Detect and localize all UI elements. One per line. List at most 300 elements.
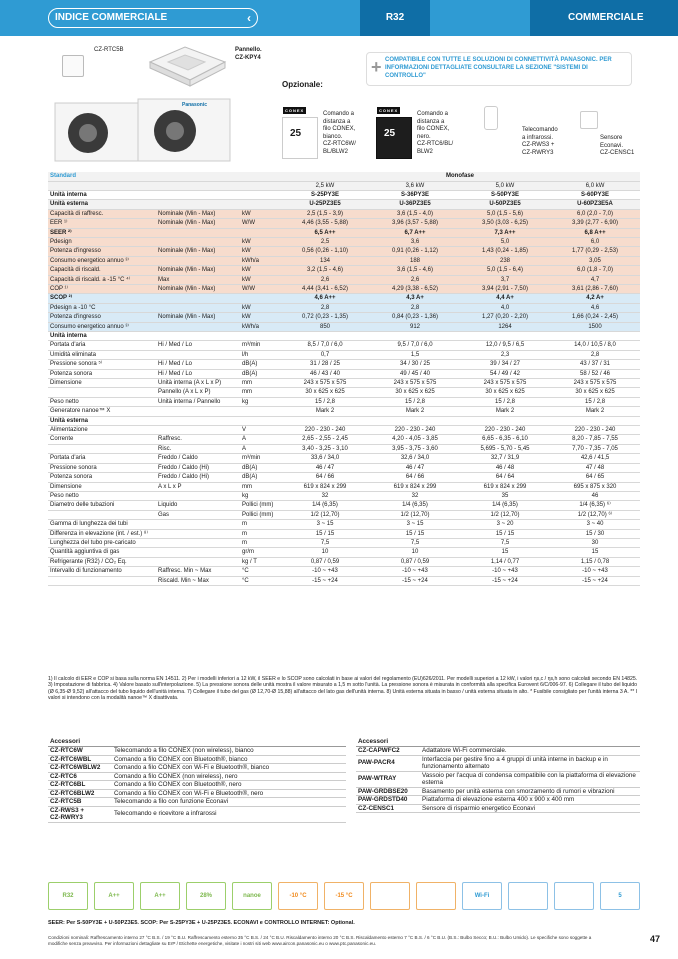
cell-value: 31 / 28 / 25	[280, 360, 370, 369]
cell-value: 1,66 (0,24 - 2,45)	[550, 313, 640, 322]
feature-badge: R32	[48, 882, 88, 910]
table-row	[48, 247, 640, 256]
cell-unit	[240, 190, 280, 199]
table-row	[48, 501, 640, 510]
cell-value: 46 / 47	[280, 463, 370, 472]
cell-label: Potenza d'ingresso	[48, 313, 156, 322]
cell-value: -10 ~ +43	[460, 567, 550, 576]
option-conex-white: Comando a distanza a filo CONEX, bianco. CZ-RTC6W/ BL/BLW2	[323, 111, 356, 155]
cell-sub: Hi / Med / Lo	[156, 369, 240, 378]
cell-unit: m	[240, 520, 280, 529]
accessory-desc: Telecomando a filo CONEX (non wireless), bianco	[112, 747, 346, 756]
cell-unit: kW	[240, 209, 280, 218]
cell-value: 32,7 / 31,9	[460, 454, 550, 463]
cell-value: 54 / 49 / 42	[460, 369, 550, 378]
accessory-desc: Interfaccia per gestire fino a 4 gruppi di unità interne in backup e in funzionamento alternato	[420, 755, 640, 771]
cell-unit: dB(A)	[240, 360, 280, 369]
table-row	[48, 567, 640, 576]
cell-sub: Max	[156, 275, 240, 284]
cell-sub	[156, 181, 240, 190]
cell-value: 30 x 625 x 625	[370, 388, 460, 397]
cell-sub: Nominale (Min - Max)	[156, 266, 240, 275]
cell-value: 2,5	[280, 237, 370, 246]
cell-value: 4,0	[460, 303, 550, 312]
cell-value: 912	[370, 322, 460, 331]
cell-label: Unità esterna	[48, 200, 156, 209]
cell-value: 1/2 (12,70) ⁶⁾	[550, 510, 640, 519]
cell-unit: kW	[240, 303, 280, 312]
table-row	[48, 256, 640, 265]
cell-value: 3,96 (3,57 - 5,88)	[370, 219, 460, 228]
table-row	[48, 350, 640, 359]
cell-unit: kW	[240, 266, 280, 275]
cell-value: 220 - 230 - 240	[370, 426, 460, 435]
table-row	[48, 332, 640, 341]
outdoor-unit-image	[50, 95, 235, 165]
cell-unit: dB(A)	[240, 463, 280, 472]
cell-unit: Pollici (mm)	[240, 510, 280, 519]
cell-value: 0,87 / 0,59	[370, 557, 460, 566]
cell-sub	[156, 426, 240, 435]
cell-unit: Pollici (mm)	[240, 501, 280, 510]
accessory-desc: Comando a filo CONEX con Bluetooth®, nero	[112, 781, 346, 790]
cell-value: 243 x 575 x 575	[280, 379, 370, 388]
table-row	[48, 520, 640, 529]
cell-value: 15 / 2,8	[370, 397, 460, 406]
cell-label: Pdesign	[48, 237, 156, 246]
cell-label: Capacità di riscald. a -15 °C ⁴⁾	[48, 275, 156, 284]
accessory-row	[356, 796, 640, 805]
accessory-desc: Basamento per unità esterna con smorzamento di rumori e vibrazioni	[420, 787, 640, 796]
cell-value: 2,3	[460, 350, 550, 359]
cell-sub	[156, 557, 240, 566]
cell-value: 4,46 (3,55 - 5,88)	[280, 219, 370, 228]
top-header	[0, 0, 678, 36]
cell-value: 3,50 (3,03 - 6,25)	[460, 219, 550, 228]
feature-badge: 28%	[186, 882, 226, 910]
cell-value: 4,44 (3,41 - 6,52)	[280, 284, 370, 293]
header-commerciale: COMMERCIALE	[530, 0, 678, 36]
cell-sub: Riscald. Min ~ Max	[156, 576, 240, 585]
table-row	[48, 548, 640, 557]
table-row	[48, 407, 640, 416]
cell-label: Gamma di lunghezza dei tubi	[48, 520, 156, 529]
cell-label: Unità esterna	[48, 416, 156, 425]
table-row	[48, 491, 640, 500]
accessory-code: CZ-CAPWFC2	[356, 747, 420, 756]
cell-sub: Risc.	[156, 444, 240, 453]
cell-sub: Unità interna (A x L x P)	[156, 379, 240, 388]
accessory-row	[48, 764, 346, 773]
cell-value: 42,6 / 41,5	[550, 454, 640, 463]
cell-label: Consumo energetico annuo ³⁾	[48, 322, 156, 331]
accessory-row	[356, 771, 640, 787]
accessory-row	[48, 755, 346, 764]
cell-value: 6,0 (2,0 - 7,0)	[550, 209, 640, 218]
cell-value: 4,6 A++	[280, 294, 370, 303]
cell-value: 1/4 (6,35)	[370, 501, 460, 510]
cell-label: Corrente	[48, 435, 156, 444]
conex-black-image	[376, 117, 412, 159]
cell-value: Mark 2	[460, 407, 550, 416]
cell-sub	[156, 228, 240, 237]
cell-value: 33,6 / 34,0	[280, 454, 370, 463]
accessory-row	[48, 747, 346, 756]
cell-sub: Nominale (Min - Max)	[156, 209, 240, 218]
accessory-code: CZ-RTC6WBL	[48, 755, 112, 764]
cell-value: 619 x 824 x 299	[370, 482, 460, 491]
cell-value: 34 / 30 / 25	[370, 360, 460, 369]
cell-value: 2,6	[280, 275, 370, 284]
cell-label: Differenza in elevazione (int. / est.) ⁸⁾	[48, 529, 156, 538]
cell-value	[370, 332, 460, 341]
table-row	[48, 209, 640, 218]
cell-unit	[240, 181, 280, 190]
cell-value: 1264	[460, 322, 550, 331]
table-row	[48, 473, 640, 482]
cell-value: 0,87 / 0,59	[280, 557, 370, 566]
table-row	[48, 237, 640, 246]
cell-label: Refrigerante (R32) / CO₂ Eq.	[48, 557, 156, 566]
cell-label	[48, 388, 156, 397]
cell-value: 8,5 / 7,0 / 6,0	[280, 341, 370, 350]
cell-value: S-25PY3E	[280, 190, 370, 199]
cell-label: Potenza sonora	[48, 369, 156, 378]
header-r32: R32	[360, 0, 430, 36]
cell-sub	[156, 294, 240, 303]
accessory-desc: Vassoio per l'acqua di condensa compatibile con la piattaforma di elevazione esterna	[420, 771, 640, 787]
cell-value: U-60PZ3E5A	[550, 200, 640, 209]
cell-value: 1,77 (0,29 - 2,53)	[550, 247, 640, 256]
cell-value: 1500	[550, 322, 640, 331]
cell-value: 3,95 - 3,75 - 3,60	[370, 444, 460, 453]
cell-value: 9,5 / 7,0 / 6,0	[370, 341, 460, 350]
conex-logo: CONEX	[285, 108, 305, 113]
accessory-row	[356, 747, 640, 756]
cell-value: 15 / 15	[460, 529, 550, 538]
accessory-code: PAW-PACR4	[356, 755, 420, 771]
cell-label: Umidità eliminata	[48, 350, 156, 359]
cell-value: 4,3 A+	[370, 294, 460, 303]
cell-value: 695 x 875 x 320	[550, 482, 640, 491]
cell-unit: kW	[240, 237, 280, 246]
cell-value: 2,65 - 2,55 - 2,45	[280, 435, 370, 444]
cell-label: Unità interna	[48, 190, 156, 199]
cell-label: Alimentazione	[48, 426, 156, 435]
cell-value: 220 - 230 - 240	[280, 426, 370, 435]
cell-value: 1,27 (0,20 - 2,20)	[460, 313, 550, 322]
cell-value: 1/4 (6,35)	[280, 501, 370, 510]
cell-value: 12,0 / 9,5 / 6,5	[460, 341, 550, 350]
cell-value: 3,2 (1,5 - 4,6)	[280, 266, 370, 275]
cell-value: 2,5 (1,5 - 3,9)	[280, 209, 370, 218]
cell-unit: l/h	[240, 350, 280, 359]
cell-sub	[156, 548, 240, 557]
accessory-desc: Sensore di risparmio energetico Econavi	[420, 804, 640, 813]
cell-sub: Nominale (Min - Max)	[156, 284, 240, 293]
cell-value: 30 x 625 x 625	[460, 388, 550, 397]
table-row	[48, 426, 640, 435]
cell-unit: dB(A)	[240, 369, 280, 378]
cell-value: 6,0 kW	[550, 181, 640, 190]
cell-value: 3,7	[460, 275, 550, 284]
cell-value: 15 / 2,8	[550, 397, 640, 406]
cell-value: 6,0 (1,8 - 7,0)	[550, 266, 640, 275]
cell-value: 43 / 37 / 31	[550, 360, 640, 369]
cell-unit	[240, 228, 280, 237]
table-row	[48, 303, 640, 312]
cell-sub	[156, 538, 240, 547]
cell-sub	[156, 416, 240, 425]
cell-value: 7,5	[370, 538, 460, 547]
feature-badge: A++	[94, 882, 134, 910]
cell-label	[48, 576, 156, 585]
cell-label: Pdesign a -10 °C	[48, 303, 156, 312]
accessory-code: CZ-RTC5B	[48, 798, 112, 807]
conex-white-display: 25	[290, 128, 302, 139]
cell-label: SEER ²⁾	[48, 228, 156, 237]
accessory-desc: Telecomando a filo con funzione Econavi	[112, 798, 346, 807]
cell-value: 1,5	[370, 350, 460, 359]
feature-badge	[370, 882, 410, 910]
cell-label: EER ¹⁾	[48, 219, 156, 228]
cell-label	[48, 444, 156, 453]
cell-sub	[156, 350, 240, 359]
cell-sub	[156, 332, 240, 341]
cell-value: 3 ~ 40	[550, 520, 640, 529]
cell-value: 64 / 66	[280, 473, 370, 482]
table-row	[48, 284, 640, 293]
cell-unit: m³/min	[240, 341, 280, 350]
table-row	[48, 369, 640, 378]
cell-sub: Freddo / Caldo (Hi)	[156, 463, 240, 472]
cell-value: 15 / 30	[550, 529, 640, 538]
table-row	[48, 219, 640, 228]
cell-value: -15 ~ +24	[280, 576, 370, 585]
cell-sub: Hi / Med / Lo	[156, 360, 240, 369]
cell-value: 3,6 (1,5 - 4,6)	[370, 266, 460, 275]
cell-value: 5,695 - 5,70 - 5,45	[460, 444, 550, 453]
cell-value: 850	[280, 322, 370, 331]
cell-value: 243 x 575 x 575	[460, 379, 550, 388]
cell-unit: kWh/a	[240, 322, 280, 331]
accessory-code: CZ-CENSC1	[356, 804, 420, 813]
cell-unit: W/W	[240, 284, 280, 293]
cell-label	[48, 510, 156, 519]
accessories-left-table	[48, 737, 346, 823]
cell-value: 2,8	[280, 303, 370, 312]
cell-value: 15 / 2,8	[460, 397, 550, 406]
remote-label: CZ-RTC5B	[94, 47, 124, 53]
cell-label: Diametro delle tubazioni	[48, 501, 156, 510]
option-ir-remote: Telecomando a infrarossi. CZ-RWS3 + CZ-RWRY3	[522, 127, 558, 156]
table-header-row	[48, 172, 640, 181]
cell-value: S-60PY3E	[550, 190, 640, 199]
cell-value: 46 / 43 / 40	[280, 369, 370, 378]
standard-label: Standard	[48, 172, 280, 181]
cell-value: 6,5 A++	[280, 228, 370, 237]
monofase-label: Monofase	[280, 172, 640, 181]
accessory-code: CZ-RTC6WBLW2	[48, 764, 112, 773]
cell-unit: kW	[240, 247, 280, 256]
cell-value: 220 - 230 - 240	[550, 426, 640, 435]
cell-sub: Raffresc.	[156, 435, 240, 444]
cell-value: 8,20 - 7,85 - 7,55	[550, 435, 640, 444]
accessory-desc: Comando a filo CONEX con Wi-Fi e Bluetooth®, nero	[112, 789, 346, 798]
table-row	[48, 266, 640, 275]
table-row	[48, 510, 640, 519]
cell-label: Consumo energetico annuo ³⁾	[48, 256, 156, 265]
cell-label: Peso netto	[48, 397, 156, 406]
index-link[interactable]	[48, 8, 258, 28]
cell-value: 39 / 34 / 27	[460, 360, 550, 369]
cell-sub	[156, 407, 240, 416]
table-row	[48, 557, 640, 566]
cell-value: 2,8	[370, 303, 460, 312]
cell-value: -10 ~ +43	[550, 567, 640, 576]
cell-sub: Gas	[156, 510, 240, 519]
cell-sub	[156, 520, 240, 529]
cell-value: 134	[280, 256, 370, 265]
cell-value: 3 ~ 20	[460, 520, 550, 529]
cell-value: 15 / 2,8	[280, 397, 370, 406]
cell-value: 7,5	[280, 538, 370, 547]
cell-value: 0,84 (0,23 - 1,36)	[370, 313, 460, 322]
feature-badge	[554, 882, 594, 910]
specifications-table	[48, 172, 640, 586]
cell-value: 49 / 45 / 40	[370, 369, 460, 378]
cell-value: 3 ~ 15	[370, 520, 460, 529]
table-row	[48, 275, 640, 284]
cell-label: Unità interna	[48, 332, 156, 341]
feature-badge: nanoe	[232, 882, 272, 910]
cell-label: Lunghezza del tubo pre-caricato	[48, 538, 156, 547]
cell-unit: °C	[240, 567, 280, 576]
accessories-right-title: Accessori	[356, 737, 640, 747]
feature-badge	[508, 882, 548, 910]
cell-value	[280, 332, 370, 341]
cell-label: Capacità di riscald.	[48, 266, 156, 275]
optional-label: Opzionale:	[282, 80, 323, 89]
cell-value: 4,6	[550, 303, 640, 312]
cell-value	[460, 416, 550, 425]
cell-value: 10	[280, 548, 370, 557]
cell-value: 1/4 (6,35)	[460, 501, 550, 510]
cell-value: 64 / 65	[550, 473, 640, 482]
table-row	[48, 416, 640, 425]
cell-value: 6,7 A++	[370, 228, 460, 237]
cell-label: Portata d'aria	[48, 454, 156, 463]
cell-value: 3,94 (2,91 - 7,50)	[460, 284, 550, 293]
cell-value: 0,7	[280, 350, 370, 359]
table-row	[48, 435, 640, 444]
cell-sub	[156, 256, 240, 265]
cell-value: Mark 2	[550, 407, 640, 416]
cassette-image	[140, 42, 230, 92]
option-conex-black: Comando a distanza a filo CONEX, nero. CZ-RTC6/BL/ BLW2	[417, 111, 454, 155]
cell-unit: kWh/a	[240, 256, 280, 265]
table-row	[48, 397, 640, 406]
accessory-desc: Piattaforma di elevazione esterna 400 x 900 x 400 mm	[420, 796, 640, 805]
cell-value	[550, 332, 640, 341]
cell-value: 7,5	[460, 538, 550, 547]
cell-value: 46 / 48	[460, 463, 550, 472]
conex-logo-2: CONEX	[379, 108, 399, 113]
cell-value: -15 ~ +24	[460, 576, 550, 585]
cell-sub	[156, 237, 240, 246]
accessory-row	[48, 789, 346, 798]
cell-value	[370, 416, 460, 425]
cell-sub: Liquido	[156, 501, 240, 510]
cell-value: 32,6 / 34,0	[370, 454, 460, 463]
accessory-row	[356, 755, 640, 771]
cell-value: 30 x 625 x 625	[280, 388, 370, 397]
cell-sub: Nominale (Min - Max)	[156, 313, 240, 322]
accessory-desc: Comando a filo CONEX con Wi-Fi e Bluetooth®, bianco	[112, 764, 346, 773]
cell-value: -10 ~ +43	[280, 567, 370, 576]
cell-value: 14,0 / 10,5 / 8,0	[550, 341, 640, 350]
cell-label: SCOP ²⁾	[48, 294, 156, 303]
cell-value: 5,0 (1,5 - 6,4)	[460, 266, 550, 275]
cell-value	[550, 416, 640, 425]
table-row	[48, 294, 640, 303]
table-row	[48, 463, 640, 472]
cell-value: 0,72 (0,23 - 1,35)	[280, 313, 370, 322]
cell-label	[48, 181, 156, 190]
cell-value: 1/2 (12,70)	[460, 510, 550, 519]
cell-unit	[240, 294, 280, 303]
cell-unit	[240, 200, 280, 209]
cell-value: U-25PZ3E5	[280, 200, 370, 209]
cell-value: S-50PY3E	[460, 190, 550, 199]
cell-value: S-36PY3E	[370, 190, 460, 199]
cell-label: Portata d'aria	[48, 341, 156, 350]
cell-label: Potenza d'ingresso	[48, 247, 156, 256]
accessory-row	[356, 787, 640, 796]
conex-white-image	[282, 117, 318, 159]
cell-value: 47 / 48	[550, 463, 640, 472]
cell-value: 15 / 15	[280, 529, 370, 538]
svg-text:Panasonic: Panasonic	[182, 102, 208, 108]
cell-sub: Nominale (Min - Max)	[156, 219, 240, 228]
index-label: INDICE COMMERCIALE	[55, 12, 168, 23]
cell-unit: A	[240, 444, 280, 453]
cell-unit: kg / T	[240, 557, 280, 566]
cell-value: 3,6 kW	[370, 181, 460, 190]
cell-value: 1/2 (12,70)	[370, 510, 460, 519]
cell-label: Pressione sonora ⁵⁾	[48, 360, 156, 369]
footer-conditions: Condizioni nominali: Raffrescamento interno 27 °C B.S. / 19 °C B.U. Raffrescamento esterno 35 °C B.S. / 24 °C B.U. Riscaldamento interno 20 °C B.S. Riscaldamento esterno 7 °C B.S. / 6 °C B.U. (B.S.: Bulbo Secco; B.U.: Bulbo Umido). Le specifiche sono soggette a modifiche senza preavviso. Per informazioni dettagliate su ErP / Etichette energetiche, visitate i nostri siti web www.aircon.panasonic.eu o www.ptc.panasonic.eu.	[48, 935, 592, 946]
chevron-left-icon: ‹	[247, 11, 251, 25]
accessories-right-table	[356, 737, 640, 813]
cell-unit: kW	[240, 275, 280, 284]
cell-value: 1,43 (0,24 - 1,85)	[460, 247, 550, 256]
table-row	[48, 360, 640, 369]
cell-value: 243 x 575 x 575	[550, 379, 640, 388]
accessory-row	[48, 772, 346, 781]
cell-value: 2,6	[370, 275, 460, 284]
table-row	[48, 190, 640, 199]
cell-value: 6,0	[550, 237, 640, 246]
cell-sub	[156, 190, 240, 199]
cell-value: -15 ~ +24	[550, 576, 640, 585]
cell-value: 1,15 / 0,78	[550, 557, 640, 566]
cell-unit: m	[240, 538, 280, 547]
cell-value: 46	[550, 491, 640, 500]
cell-value	[280, 416, 370, 425]
plus-icon: +	[371, 57, 382, 77]
cell-unit: m³/min	[240, 454, 280, 463]
